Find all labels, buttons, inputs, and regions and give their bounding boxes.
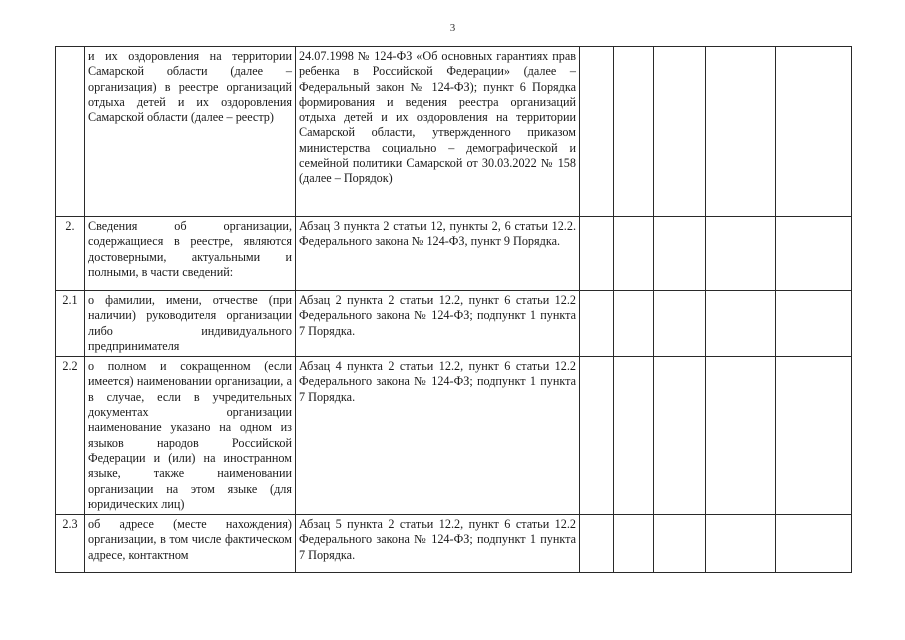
answer-no-cell [614, 47, 654, 217]
answer-yes-cell [580, 291, 614, 357]
answer-na-cell [654, 515, 706, 573]
table-row [56, 217, 852, 291]
checklist-table [55, 46, 852, 573]
legal-basis-text: Абзац 2 пункта 2 статьи 12.2, пункт 6 статьи 12.2 Федерального закона № 124-ФЗ; подпункт 1 пункта 7 Порядка. [296, 291, 580, 357]
requirement-text: о фамилии, имени, отчестве (при наличии) руководителя организации либо индивидуального предпринимателя [85, 291, 296, 357]
row-number: 2. [56, 217, 85, 291]
table-row [56, 357, 852, 515]
answer-na-cell [654, 47, 706, 217]
answer-na-cell [654, 357, 706, 515]
table-row [56, 47, 852, 217]
note-cell [706, 217, 776, 291]
answer-na-cell [654, 291, 706, 357]
answer-na-cell [654, 217, 706, 291]
answer-no-cell [614, 217, 654, 291]
table-row [56, 515, 852, 573]
requirement-text: об адресе (месте нахождения) организации, в том числе фактическом адресе, контактном [85, 515, 296, 573]
answer-yes-cell [580, 47, 614, 217]
note-cell [706, 357, 776, 515]
answer-yes-cell [580, 357, 614, 515]
row-number: 2.2 [56, 357, 85, 515]
row-number: 2.3 [56, 515, 85, 573]
note-cell [706, 291, 776, 357]
answer-no-cell [614, 357, 654, 515]
requirement-text: о полном и сокращенном (если имеется) наименовании организации, а в случае, если в учредительных документах организации наименование указано на одном из языков народов Российской Федерации и (или) на иностранном языке, также наименовании организации на этом языке (для юридических лиц) [85, 357, 296, 515]
row-number: 2.1 [56, 291, 85, 357]
requirement-text: Сведения об организации, содержащиеся в реестре, являются достоверными, актуальными и полными, в части сведений: [85, 217, 296, 291]
table-row [56, 291, 852, 357]
comment-cell [776, 217, 852, 291]
comment-cell [776, 515, 852, 573]
note-cell [706, 515, 776, 573]
legal-basis-text: Абзац 3 пункта 2 статьи 12, пункты 2, 6 статьи 12.2. Федерального закона № 124-ФЗ, пункт 9 Порядка. [296, 217, 580, 291]
comment-cell [776, 291, 852, 357]
comment-cell [776, 47, 852, 217]
answer-no-cell [614, 291, 654, 357]
comment-cell [776, 357, 852, 515]
legal-basis-text: Абзац 5 пункта 2 статьи 12.2, пункт 6 статьи 12.2 Федерального закона № 124-ФЗ; подпункт 1 пункта 7 Порядка. [296, 515, 580, 573]
requirement-text: и их оздоровления на территории Самарской области (далее – организация) в реестре организаций отдыха детей и их оздоровления Самарской области (далее – реестр) [85, 47, 296, 217]
row-number [56, 47, 85, 217]
answer-yes-cell [580, 217, 614, 291]
page-number: 3 [449, 22, 456, 34]
legal-basis-text: 24.07.1998 № 124-ФЗ «Об основных гарантиях прав ребенка в Российской Федерации» (далее – Федеральный закон № 124-ФЗ); пункт 6 Порядка формирования и ведения реестра организаций отдыха детей и их оздоровления на территории Самарской области, утвержденного приказом министерства социально – демографической и семейной политики Самарской от 30.03.2022 № 158 (далее – Порядок) [296, 47, 580, 217]
answer-no-cell [614, 515, 654, 573]
answer-yes-cell [580, 515, 614, 573]
note-cell [706, 47, 776, 217]
legal-basis-text: Абзац 4 пункта 2 статьи 12.2, пункт 6 статьи 12.2 Федерального закона № 124-ФЗ; подпункт 1 пункта 7 Порядка. [296, 357, 580, 515]
